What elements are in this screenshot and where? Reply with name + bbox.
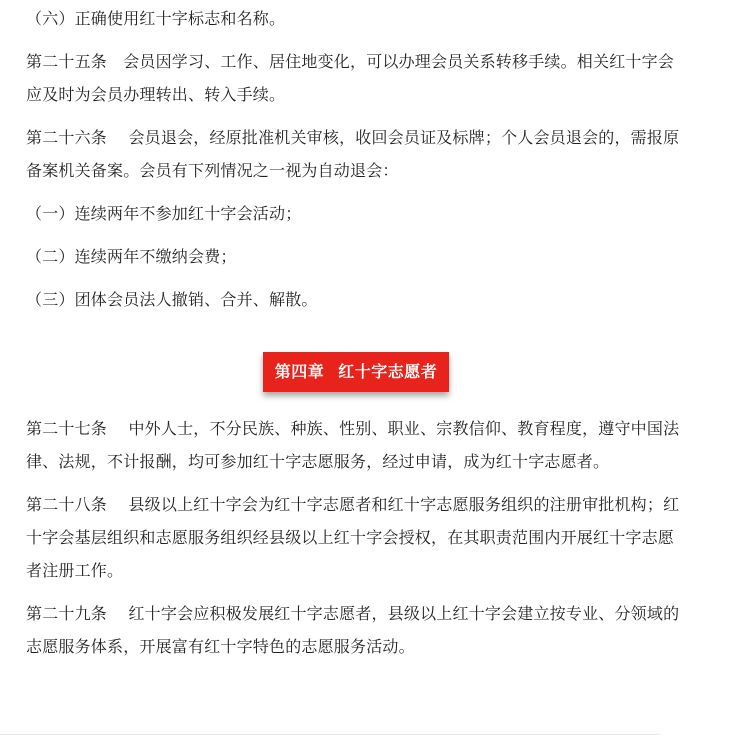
article-25: 第二十五条 会员因学习、工作、居住地变化，可以办理会员关系转移手续。相关红十字会应及时为会员办理转出、转入手续。 [26,52,675,104]
chapter-title: 红十字志愿者 [338,362,438,381]
item-2: （二）连续两年不缴纳会费； [26,247,237,266]
article-body [26,0,686,663]
chapter-number: 第四章 [274,362,325,381]
chapter-heading [26,352,686,392]
clause-6: （六）正确使用红十字标志和名称。 [26,9,286,28]
article-29: 第二十九条 红十字会应积极发展红十字志愿者，县级以上红十字会建立按专业、分领域的志愿服务体系，开展富有红十字特色的志愿服务活动。 [26,604,680,656]
item-1: （一）连续两年不参加红十字会活动； [26,204,302,223]
article-27: 第二十七条 中外人士，不分民族、种族、性别、职业、宗教信仰、教育程度，遵守中国法律、法规，不计报酬，均可参加红十字志愿服务，经过申请，成为红十字志愿者。 [26,419,680,471]
item-3: （三）团体会员法人撤销、合并、解散。 [26,290,318,309]
article-26: 第二十六条 会员退会，经原批准机关审核，收回会员证及标牌；个人会员退会的，需报原备案机关备案。会员有下列情况之一视为自动退会： [26,128,680,180]
chapter-badge [263,352,450,392]
article-28: 第二十八条 县级以上红十字会为红十字志愿者和红十字志愿服务组织的注册审批机构；红十字会基层组织和志愿服务组织经县级以上红十字会授权，在其职责范围内开展红十字志愿者注册工作。 [26,495,680,580]
